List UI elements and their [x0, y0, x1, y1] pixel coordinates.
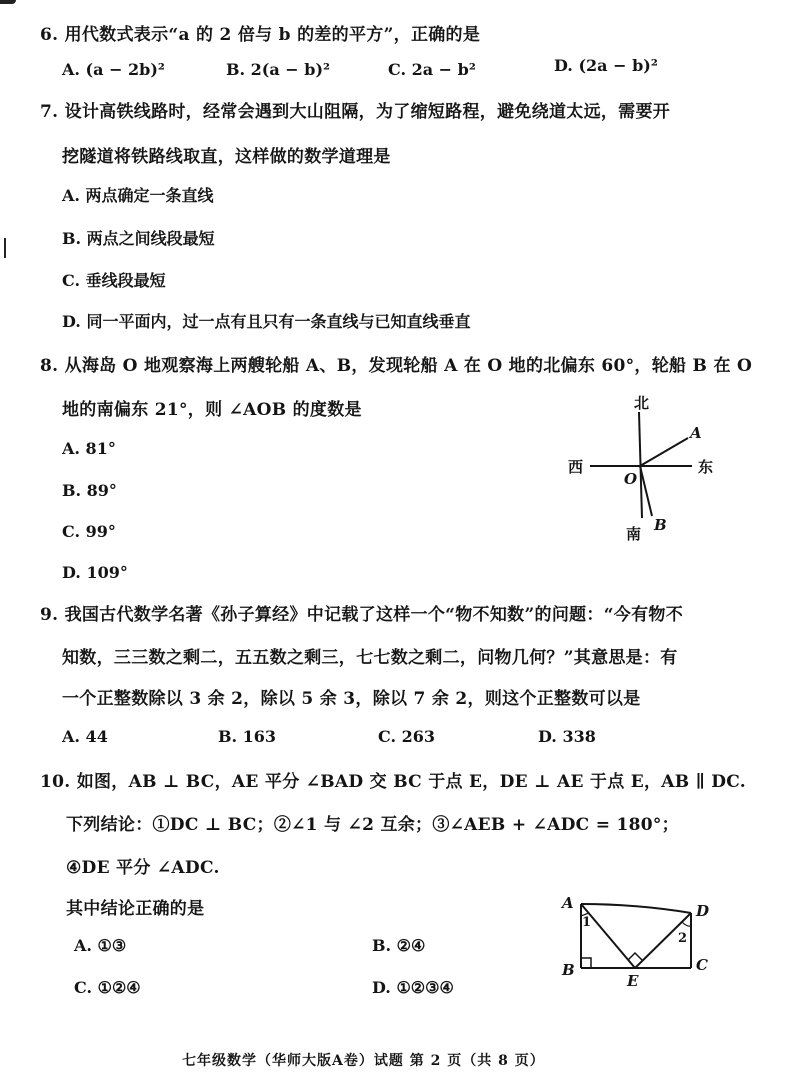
q7-option-b: B. 两点之间线段最短 [62, 229, 215, 248]
label-a: A [690, 424, 702, 442]
right-angle-e [628, 953, 642, 960]
q10-option-c: C. ①②④ [74, 978, 141, 997]
q8-option-c: C. 99° [62, 522, 116, 541]
label-o: O [624, 470, 638, 488]
label-c: C [696, 956, 708, 974]
label-north: 北 [634, 394, 650, 412]
q7-stem-line1: 7. 设计高铁线路时，经常会遇到大山阻隔，为了缩短路程，避免绕道太远，需要开 [40, 102, 671, 122]
q10-option-b: B. ②④ [372, 936, 426, 955]
q7-option-d: D. 同一平面内，过一点有且只有一条直线与已知直线垂直 [62, 312, 471, 331]
q9-option-a: A. 44 [62, 727, 108, 746]
scan-mark [4, 238, 6, 258]
right-angle-b [581, 958, 591, 968]
q8-stem-line1: 8. 从海岛 O 地观察海上两艘轮船 A、B，发现轮船 A 在 O 地的北偏东 60°，轮船 B 在 O [40, 356, 753, 376]
q8-option-b: B. 89° [62, 481, 117, 500]
label-south: 南 [626, 525, 642, 543]
q8-option-d: D. 109° [62, 563, 128, 582]
q9-stem-line1: 9. 我国古代数学名著《孙子算经》中记载了这样一个“物不知数”的问题：“今有物不 [40, 605, 683, 625]
q10-option-d: D. ①②③④ [372, 978, 454, 997]
q9-option-b: B. 163 [218, 727, 277, 746]
q6-option-a: A. (a − 2b)² [62, 60, 165, 79]
label-e: E [627, 972, 639, 990]
q7-option-a: A. 两点确定一条直线 [62, 186, 214, 205]
q10-stem-line4: 其中结论正确的是 [66, 899, 205, 919]
q6-option-c: C. 2a − b² [388, 60, 476, 79]
q10-stem-line2: 下列结论：①DC ⊥ BC；②∠1 与 ∠2 互余；③∠AEB + ∠ADC = 180°； [66, 815, 679, 835]
label-b: B [562, 961, 575, 979]
scan-mark [0, 0, 16, 4]
q9-option-c: C. 263 [378, 727, 435, 746]
q6-option-d: D. (2a − b)² [554, 56, 658, 75]
q10-geometry-figure [556, 880, 726, 990]
q6-stem: 6. 用代数式表示“a 的 2 倍与 b 的差的平方”，正确的是 [40, 25, 481, 45]
q8-stem-line2: 地的南偏东 21°，则 ∠AOB 的度数是 [62, 400, 362, 420]
segment-ad [581, 904, 691, 913]
q8-option-a: A. 81° [62, 439, 116, 458]
label-b: B [654, 516, 667, 534]
page-footer: 七年级数学（华师大版A卷）试题 第 2 页（共 8 页） [182, 1053, 545, 1069]
q7-option-c: C. 垂线段最短 [62, 271, 166, 290]
q7-stem-line2: 挖隧道将铁路线取直，这样做的数学道理是 [62, 147, 391, 167]
q10-option-a: A. ①③ [74, 936, 127, 955]
q9-stem-line2: 知数，三三数之剩二，五五数之剩三，七七数之剩二，问物几何？”其意思是：有 [62, 648, 678, 668]
q8-compass-figure [560, 390, 720, 550]
angle-arc-2 [682, 922, 691, 926]
label-angle-1: 1 [582, 915, 592, 930]
q9-stem-line3: 一个正整数除以 3 余 2，除以 5 余 3，除以 7 余 2，则这个正整数可以是 [62, 689, 641, 709]
q10-stem-line1: 10. 如图，AB ⊥ BC，AE 平分 ∠BAD 交 BC 于点 E，DE ⊥ AE 于点 E，AB ∥ DC. [40, 772, 746, 792]
label-d: D [696, 902, 710, 920]
label-west: 西 [568, 458, 584, 476]
ray-oa [640, 438, 688, 466]
label-east: 东 [698, 458, 714, 476]
q9-option-d: D. 338 [538, 727, 596, 746]
q10-stem-line3: ④DE 平分 ∠ADC. [66, 858, 220, 878]
q6-option-b: B. 2(a − b)² [226, 60, 331, 79]
label-a: A [562, 894, 574, 912]
label-angle-2: 2 [678, 931, 688, 946]
